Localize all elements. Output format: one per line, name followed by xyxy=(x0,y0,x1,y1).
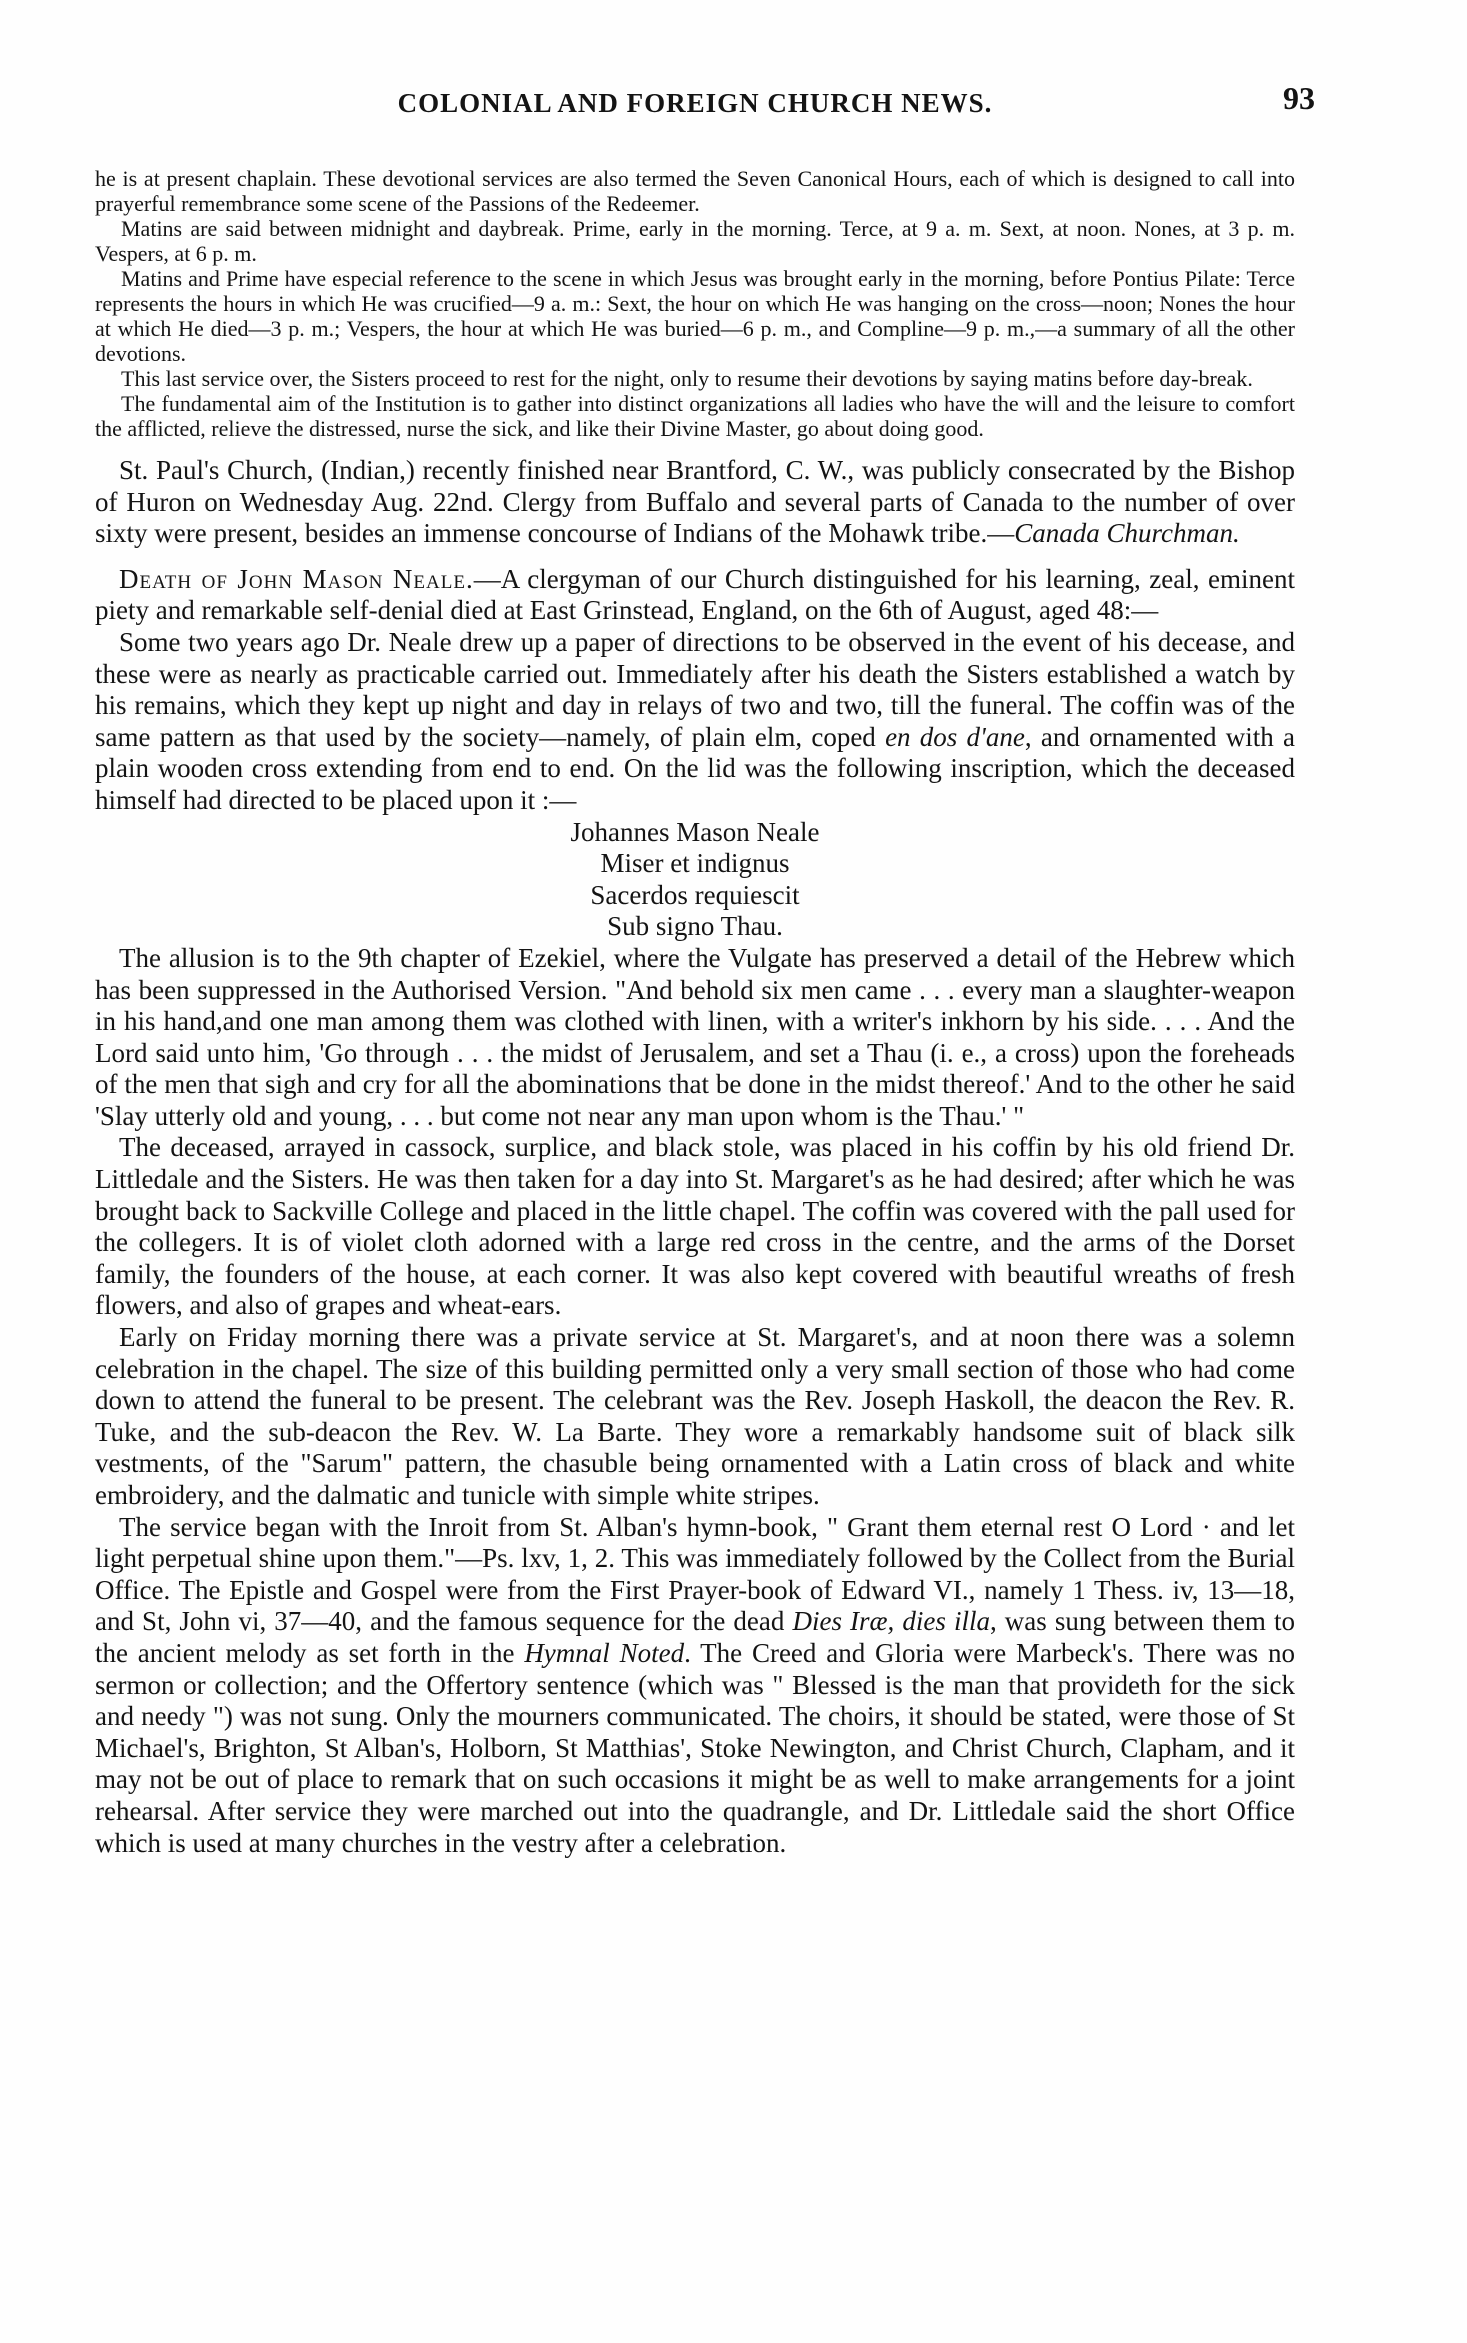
hours-section xyxy=(95,166,1295,441)
inscription-line: Johannes Mason Neale xyxy=(570,816,820,847)
sequence-title: Dies Iræ, dies illa xyxy=(792,1606,990,1637)
inscription-line: Miser et indignus xyxy=(600,848,790,879)
service-order-paragraph xyxy=(95,1512,1295,1860)
paragraph-hours-meaning: Matins and Prime have especial reference to the scene in which Jesus was brought early in the morning, before Pontius Pilate: Terce represents the hours in which He was crucified—9 a. m.: Sext, the hour on which He was hanging on the cross—noon; Nones the hour at which He died—3 p. m.; Vespers, the hour at which He was buried—6 p. m., and Compline—9 p. m.,—a summary of all the other devotions. xyxy=(95,266,1295,366)
hymnal-title: Hymnal Noted xyxy=(524,1637,685,1668)
service-order-text-end: . The Creed and Gloria were Marbeck's. There was no sermon or collection; and the Offertory sentence (which was " Blessed is the man that provideth for the sick and needy ") was not sung. Only the mourners communicated. The choirs, it should be stated, were those of St Michael's, Brighton, St Alban's, Holborn, St Matthias', Stoke Newington, and Christ Church, Clapham, and it may not be out of place to remark that on such occasions it might be as well to make arrangements for a joint rehearsal. After service they were marched out into the quadrangle, and Dr. Littledale said the short Office which is used at many churches in the vestry after a celebration. xyxy=(95,1637,1295,1858)
paragraph-matins-times: Matins are said between midnight and daybreak. Prime, early in the morning. Terce, at 9 a. m. Sext, at noon. Nones, at 3 p. m. Vespers, at 6 p. m. xyxy=(95,216,1295,266)
neale-directions-text: Some two years ago Dr. Neale drew up a paper of directions to be observed in the event of his decease, and these were as nearly as practicable carried out. Immediately after his death the Sisters established a watch by his remains, which they kept up night and day in relays of two and two, till the funeral. The coffin was of the same pattern as that used by the society—namely, of plain elm, coped xyxy=(95,626,1295,752)
coffin-inscription xyxy=(95,817,1295,943)
paragraph-chaplain: he is at present chaplain. These devotional services are also termed the Seven Canonical Hours, each of which is designed to call into prayerful remembrance some scene of the Passions of the Redeemer. xyxy=(95,166,1295,216)
inscription-line: Sub signo Thau. xyxy=(607,911,783,942)
neale-heading: Death of John Mason Neale. xyxy=(119,563,474,594)
neale-directions-italic: en dos d'ane xyxy=(885,721,1025,752)
paragraph-fundamental-aim: The fundamental aim of the Institution is to gather into distinct organizations all ladies who have the will and the leisure to comfort the afflicted, relieve the distressed, nurse the sick, and like their Divine Master, go about doing good. xyxy=(95,391,1295,441)
st-pauls-source: Canada Churchman. xyxy=(1014,518,1240,549)
service-order-text-mid: , was sung between them to the ancient melody as set forth in the xyxy=(95,1606,1296,1668)
running-title: COLONIAL AND FOREIGN CHURCH NEWS. xyxy=(397,88,993,118)
neale-intro-paragraph xyxy=(95,564,1295,627)
running-header xyxy=(95,70,1315,126)
page-number: 93 xyxy=(1283,80,1315,116)
neale-directions-text-end: , and ornamented with a plain wooden cross extending from end to end. On the lid was the following inscription, which the deceased himself had directed to be placed upon it :— xyxy=(95,721,1296,815)
neale-directions-paragraph xyxy=(95,627,1295,817)
neale-intro: —A clergyman of our Church distinguished for his learning, zeal, eminent piety and remarkable self-denial died at East Grinstead, England, on the 6th of August, aged 48:— xyxy=(95,563,1295,626)
st-pauls-text: St. Paul's Church, (Indian,) recently finished near Brantford, C. W., was publicly consecrated by the Bishop of Huron on Wednesday Aug. 22nd. Clergy from Buffalo and several parts of Canada to the number of over sixty were present, besides an immense concourse of Indians of the Mohawk tribe.— xyxy=(95,455,1295,549)
ezekiel-allusion-paragraph: The allusion is to the 9th chapter of Ezekiel, where the Vulgate has preserved a detail of the Hebrew which has been suppressed in the Authorised Version. "And behold six men came . . . every man a slaughter-weapon in his hand,and one man among them was clothed with linen, with a writer's inkhorn by his side. . . . And the Lord said unto him, 'Go through . . . the midst of Jerusalem, and set a Thau (i. e., a cross) upon the foreheads of the men that sigh and cry for all the abominations that be done in the midst thereof.' And to the other he said 'Slay utterly old and young, . . . but come not near any man upon whom is the Thau.' " xyxy=(95,942,1295,1131)
coffin-placement-paragraph: The deceased, arrayed in cassock, surplice, and black stole, was placed in his coffin by his old friend Dr. Littledale and the Sisters. He was then taken for a day into St. Margaret's as he had desired; after which he was brought back to Sackville College and placed in the little chapel. The coffin was covered with the pall used for the collegers. It is of violet cloth adorned with a large red cross in the centre, and the arms of the Dorset family, the founders of the house, at each corner. It was also kept covered with beautiful wreaths of fresh flowers, and also of grapes and wheat-ears. xyxy=(95,1132,1295,1321)
st-pauls-paragraph xyxy=(95,455,1295,550)
news-items xyxy=(95,455,1295,1859)
service-order-text: The service began with the Inroit from St. Alban's hymn-book, " Grant them eternal rest O Lord · and let light perpetual shine upon them."—Ps. lxv, 1, 2. This was immediately followed by the Collect from the Burial Office. The Epistle and Gospel were from the First Prayer-book of Edward VI., namely 1 Thess. iv, 13—18, and St, John vi, 37—40, and the famous sequence for the dead xyxy=(95,1511,1295,1637)
paragraph-last-service: This last service over, the Sisters proceed to rest for the night, only to resume their devotions by saying matins before day-break. xyxy=(121,366,1253,391)
friday-service-paragraph: Early on Friday morning there was a private service at St. Margaret's, and at noon there was a solemn celebration in the chapel. The size of this building permitted only a very small section of those who had come down to attend the funeral to be present. The celebrant was the Rev. Joseph Haskoll, the deacon the Rev. R. Tuke, and the sub-deacon the Rev. W. La Barte. They wore a remarkably handsome suit of black silk vestments, of the "Sarum" pattern, the chasuble being ornamented with a Latin cross of black and white embroidery, and the dalmatic and tunicle with simple white stripes. xyxy=(95,1322,1295,1510)
inscription-line: Sacerdos requiescit xyxy=(590,879,800,910)
